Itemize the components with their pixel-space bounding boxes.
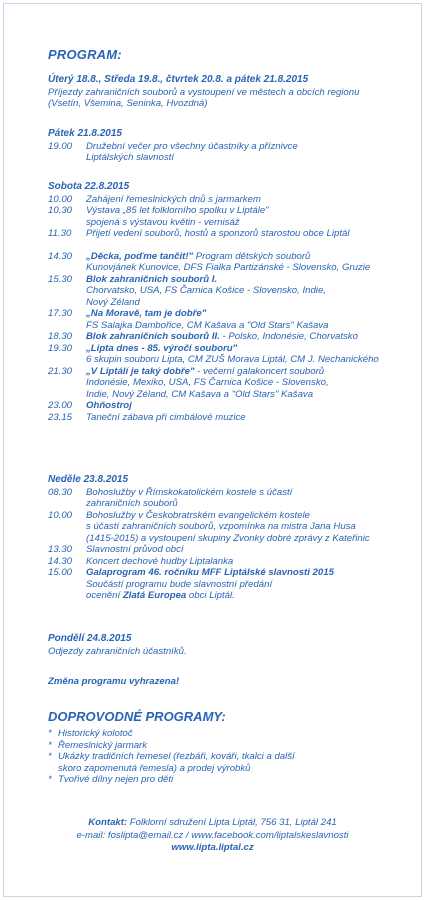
event-text: - večerní galakoncert souborů — [194, 365, 325, 377]
contact-email-facebook[interactable]: e-mail: foslipta@email.cz / www.facebook.com/liptalskeslavnosti — [76, 829, 349, 841]
list-item-text: Historický kolotoč — [58, 728, 133, 739]
schedule-row — [48, 400, 398, 412]
list-item-text: skoro zapomenutá řemesla) a prodej výrobků — [58, 762, 251, 774]
event-continuation: Součástí programu bude slavnostní předání — [86, 578, 273, 590]
contact-line — [0, 817, 425, 830]
text-line: Odjezdy zahraničních účastníků. — [48, 645, 187, 657]
day-heading: Sobota 22.8.2015 — [48, 181, 130, 192]
asterisk-bullet-icon: * — [48, 774, 52, 785]
event-continuation: (1415-2015) a vystoupení skupiny Zvonky dobré zprávy z Kateřinic — [86, 532, 370, 544]
event: Bohoslužby v Římskokatolickém kostele s účastí — [86, 486, 293, 498]
schedule-row — [48, 366, 398, 378]
list-item — [48, 751, 295, 763]
event-continuation: Indonésie, Mexiko, USA, FS Čarnica Košice - Slovensko, — [86, 377, 329, 388]
event: Přijetí vedení souborů, hostů a sponzorů starostou obce Liptál — [86, 228, 350, 239]
event-continuation: zahraničních souborů — [86, 498, 178, 509]
event-text: ocenění — [86, 590, 123, 601]
event: Slavnostní průvod obcí — [86, 544, 184, 555]
event-title: „Děcka, poďme tančit!" — [86, 250, 194, 262]
section-friday — [48, 128, 298, 164]
event: Taneční zábava při cimbálové muzice — [86, 411, 246, 423]
schedule-row — [48, 141, 298, 153]
schedule-row — [48, 194, 398, 206]
text-line: Příjezdy zahraničních souborů a vystoupení ve městech a obcích regionu — [48, 86, 360, 98]
time: 23.15 — [48, 411, 73, 423]
schedule-row — [48, 510, 398, 522]
list-item-text: Řemeslnický jarmark — [58, 739, 148, 751]
time: 17.30 — [48, 308, 73, 319]
schedule-row — [48, 544, 398, 556]
list-item-text: Tvořivé dílny nejen pro děti — [58, 774, 174, 785]
section-weekdays — [48, 74, 359, 110]
event-continuation: Kunovjánek Kunovice, DFS Fialka Partizánské - Slovensko, Gruzie — [86, 262, 371, 273]
day-heading: Úterý 18.8., Středa 19.8., čtvrtek 20.8. a pátek 21.8.2015 — [48, 74, 309, 85]
time: 19.30 — [48, 342, 73, 354]
section-monday — [48, 633, 187, 657]
event-title: Galaprogram 46. ročníku MFF Liptálské slavnosti 2015 — [86, 567, 334, 578]
time: 10.00 — [48, 509, 73, 521]
time: 11.30 — [48, 228, 72, 239]
list-item-continuation — [48, 763, 295, 775]
award-name: Zlatá Europea — [122, 590, 187, 601]
event-title: Ohňostroj — [86, 400, 132, 411]
event-title: Blok zahraničních souborů I. — [86, 273, 218, 285]
time: 19.00 — [48, 140, 73, 152]
event-continuation: Nový Zéland — [86, 296, 140, 308]
list-item — [48, 774, 295, 786]
event: Bohoslužby v Českobratrském evangelickém kostele — [86, 509, 310, 521]
event-text: Program dětských souborů — [193, 250, 311, 262]
day-heading: Neděle 23.8.2015 — [48, 474, 129, 485]
accompanying-programs-heading: DOPROVODNÉ PROGRAMY: — [48, 709, 226, 724]
event-title: „Lipta dnes - 85. výročí souboru" — [86, 342, 238, 354]
asterisk-bullet-icon: * — [48, 728, 52, 739]
text-line: (Vsetín, Všemina, Seninka, Hvozdná) — [48, 98, 208, 109]
event — [86, 366, 398, 378]
time: 10.30 — [48, 205, 73, 216]
list-item — [48, 740, 295, 752]
event-continuation: spojená s výstavou květin - vernisáž — [86, 216, 240, 228]
time: 18.30 — [48, 331, 73, 342]
event-continuation — [48, 590, 398, 602]
schedule-row — [48, 567, 398, 579]
section-saturday — [48, 181, 398, 423]
event-continuation: s účastí zahraničních souborů, vzpomínka na mistra Jana Husa — [86, 521, 356, 532]
time: 23.00 — [48, 400, 73, 411]
day-heading: Pátek 21.8.2015 — [48, 128, 122, 139]
schedule-row — [48, 251, 398, 263]
accompanying-programs-list — [48, 728, 295, 786]
contact-block — [0, 817, 425, 855]
event-continuation: 6 skupin souboru Lipta, CM ZUŠ Morava Liptál, CM J. Nechanického — [86, 354, 379, 365]
time: 14.30 — [48, 250, 73, 262]
time: 08.30 — [48, 486, 73, 498]
section-sunday — [48, 474, 398, 602]
day-heading: Pondělí 24.8.2015 — [48, 633, 132, 644]
schedule-row — [48, 331, 398, 343]
schedule-row — [48, 274, 398, 286]
schedule-row — [48, 205, 398, 217]
schedule-row — [48, 343, 398, 355]
event-continuation: FS Salajka Dambořice, CM Kašava a "Old Stars" Kašava — [86, 319, 329, 331]
schedule-row — [48, 308, 398, 320]
schedule-row — [48, 556, 398, 568]
event: Koncert dechové hudby Liptalanka — [86, 555, 234, 567]
event-continuation: Indie, Nový Zéland, CM Kašava a "Old Stars" Kašava — [86, 388, 314, 400]
time: 15.00 — [48, 567, 73, 578]
schedule-row — [48, 228, 398, 240]
event: Výstava „85 let folklorního spolku v Liptále" — [86, 205, 269, 216]
event-title: Blok zahraničních souborů II. — [86, 331, 220, 342]
website-link[interactable]: www.lipta.liptal.cz — [171, 842, 254, 853]
program-heading: PROGRAM: — [48, 47, 122, 62]
event: Zahájení řemeslnických dnů s jarmarkem — [86, 193, 261, 205]
list-item — [48, 728, 295, 740]
contact-address: Folklorní sdružení Lipta Liptál, 756 31, Liptál 241 — [127, 817, 337, 828]
event-text: obci Liptál. — [186, 590, 235, 601]
event-title: „Na Moravě, tam je dobře" — [86, 308, 207, 319]
time: 10.00 — [48, 193, 73, 205]
event-title: „V Liptálí je taký dobře" — [86, 365, 195, 377]
time: 21.30 — [48, 365, 73, 377]
list-item-text: Ukázky tradičních řemesel (řezbáři, kováři, tkalci a další — [58, 751, 295, 762]
event — [86, 251, 398, 263]
event-text: - Polsko, Indonésie, Chorvatsko — [219, 331, 358, 342]
time: 14.30 — [48, 555, 73, 567]
event — [86, 331, 398, 343]
event-continuation: Liptálských slavností — [86, 152, 174, 163]
contact-label: Kontakt: — [88, 817, 128, 828]
asterisk-bullet-icon: * — [48, 751, 52, 762]
program-change-notice: Změna programu vyhrazena! — [48, 676, 180, 687]
asterisk-bullet-icon: * — [48, 739, 52, 751]
schedule-row — [48, 412, 398, 424]
event-continuation: Chorvatsko, USA, FS Čarnica Košice - Slovensko, Indie, — [86, 285, 326, 296]
schedule-row — [48, 487, 398, 499]
time: 15.30 — [48, 273, 73, 285]
event: Družební večer pro všechny účastníky a příznivce — [86, 140, 298, 152]
time: 13.30 — [48, 544, 73, 555]
